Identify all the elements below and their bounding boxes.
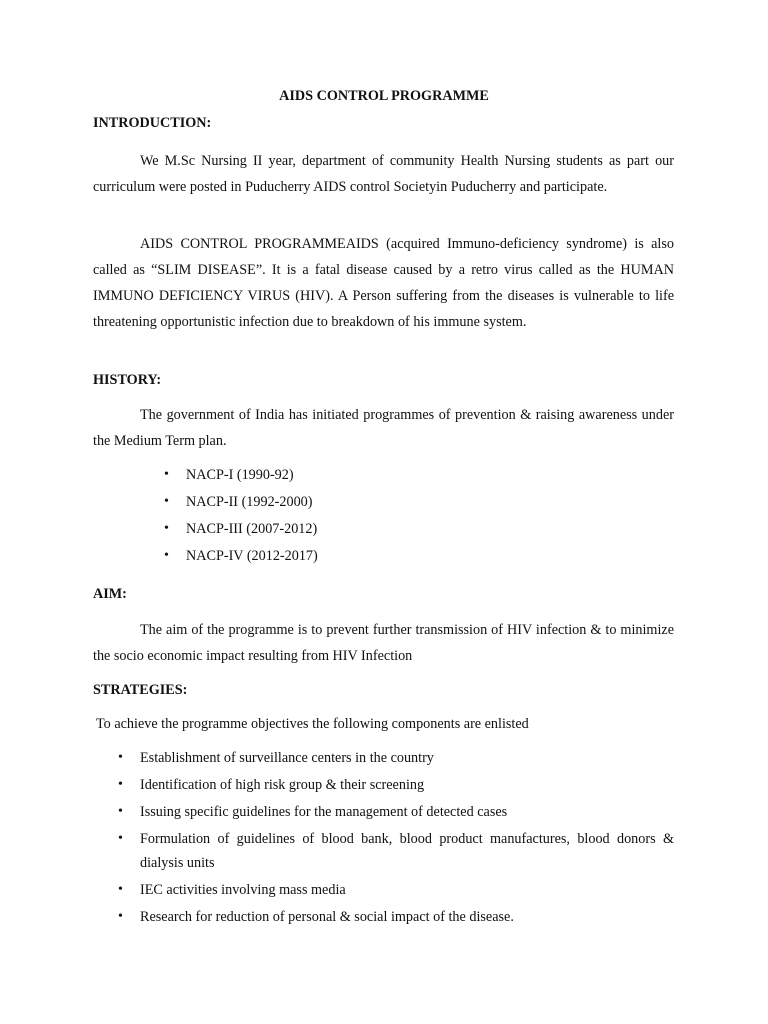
bullet-icon: •: [118, 750, 123, 765]
list-item: [164, 517, 318, 544]
history-heading: HISTORY:: [93, 372, 162, 388]
list-item-text: NACP-III (2007-2012): [186, 521, 318, 537]
list-item-text: Formulation of guidelines of blood bank, blood product manufactures, blood donors & dialysis units: [140, 831, 674, 871]
aim-heading: AIM:: [93, 586, 127, 602]
bullet-icon: •: [118, 882, 123, 897]
list-item: [164, 490, 318, 517]
history-list: [164, 463, 318, 571]
list-item-text: Issuing specific guidelines for the management of detected cases: [140, 804, 508, 820]
bullet-icon: •: [164, 521, 169, 536]
history-paragraph: The government of India has initiated programmes of prevention & raising awareness under the Medium Term plan.: [93, 407, 674, 449]
list-item: [118, 746, 674, 770]
list-item: [164, 463, 318, 490]
list-item: [118, 773, 674, 797]
introduction-heading: INTRODUCTION:: [93, 115, 212, 131]
bullet-icon: •: [118, 804, 123, 819]
list-item-text: NACP-II (1992-2000): [186, 494, 313, 510]
strategies-list: [118, 746, 674, 932]
list-item: [164, 544, 318, 571]
bullet-icon: •: [118, 831, 123, 846]
list-item-text: IEC activities involving mass media: [140, 882, 346, 898]
list-item: [118, 905, 674, 929]
list-item-text: Research for reduction of personal & social impact of the disease.: [140, 909, 514, 925]
strategies-intro: To achieve the programme objectives the following components are enlisted: [96, 716, 529, 732]
strategies-heading: STRATEGIES:: [93, 682, 188, 698]
bullet-icon: •: [164, 494, 169, 509]
bullet-icon: •: [164, 548, 169, 563]
list-item: [118, 800, 674, 824]
list-item-text: NACP-I (1990-92): [186, 467, 294, 483]
list-item-text: Establishment of surveillance centers in the country: [140, 750, 434, 766]
aim-paragraph: The aim of the programme is to prevent further transmission of HIV infection & to minimize the socio economic impact resulting from HIV Infection: [93, 622, 674, 664]
list-item-text: NACP-IV (2012-2017): [186, 548, 318, 564]
list-item-text: Identification of high risk group & their screening: [140, 777, 425, 793]
document-title: AIDS CONTROL PROGRAMME: [279, 88, 489, 104]
introduction-paragraph-1: We M.Sc Nursing II year, department of community Health Nursing students as part our curriculum were posted in Puducherry AIDS control Societyin Puducherry and participate.: [93, 153, 674, 195]
bullet-icon: •: [164, 467, 169, 482]
list-item: [118, 878, 674, 902]
bullet-icon: •: [118, 909, 123, 924]
list-item: [118, 827, 674, 875]
bullet-icon: •: [118, 777, 123, 792]
introduction-paragraph-2: AIDS CONTROL PROGRAMMEAIDS (acquired Immuno-deficiency syndrome) is also called as “SLIM DISEASE”. It is a fatal disease caused by a retro virus called as the HUMAN IMMUNO DEFICIENCY VIRUS (HIV). A Person suffering from the diseases is vulnerable to life threatening opportunistic infection due to breakdown of his immune system.: [93, 236, 674, 330]
